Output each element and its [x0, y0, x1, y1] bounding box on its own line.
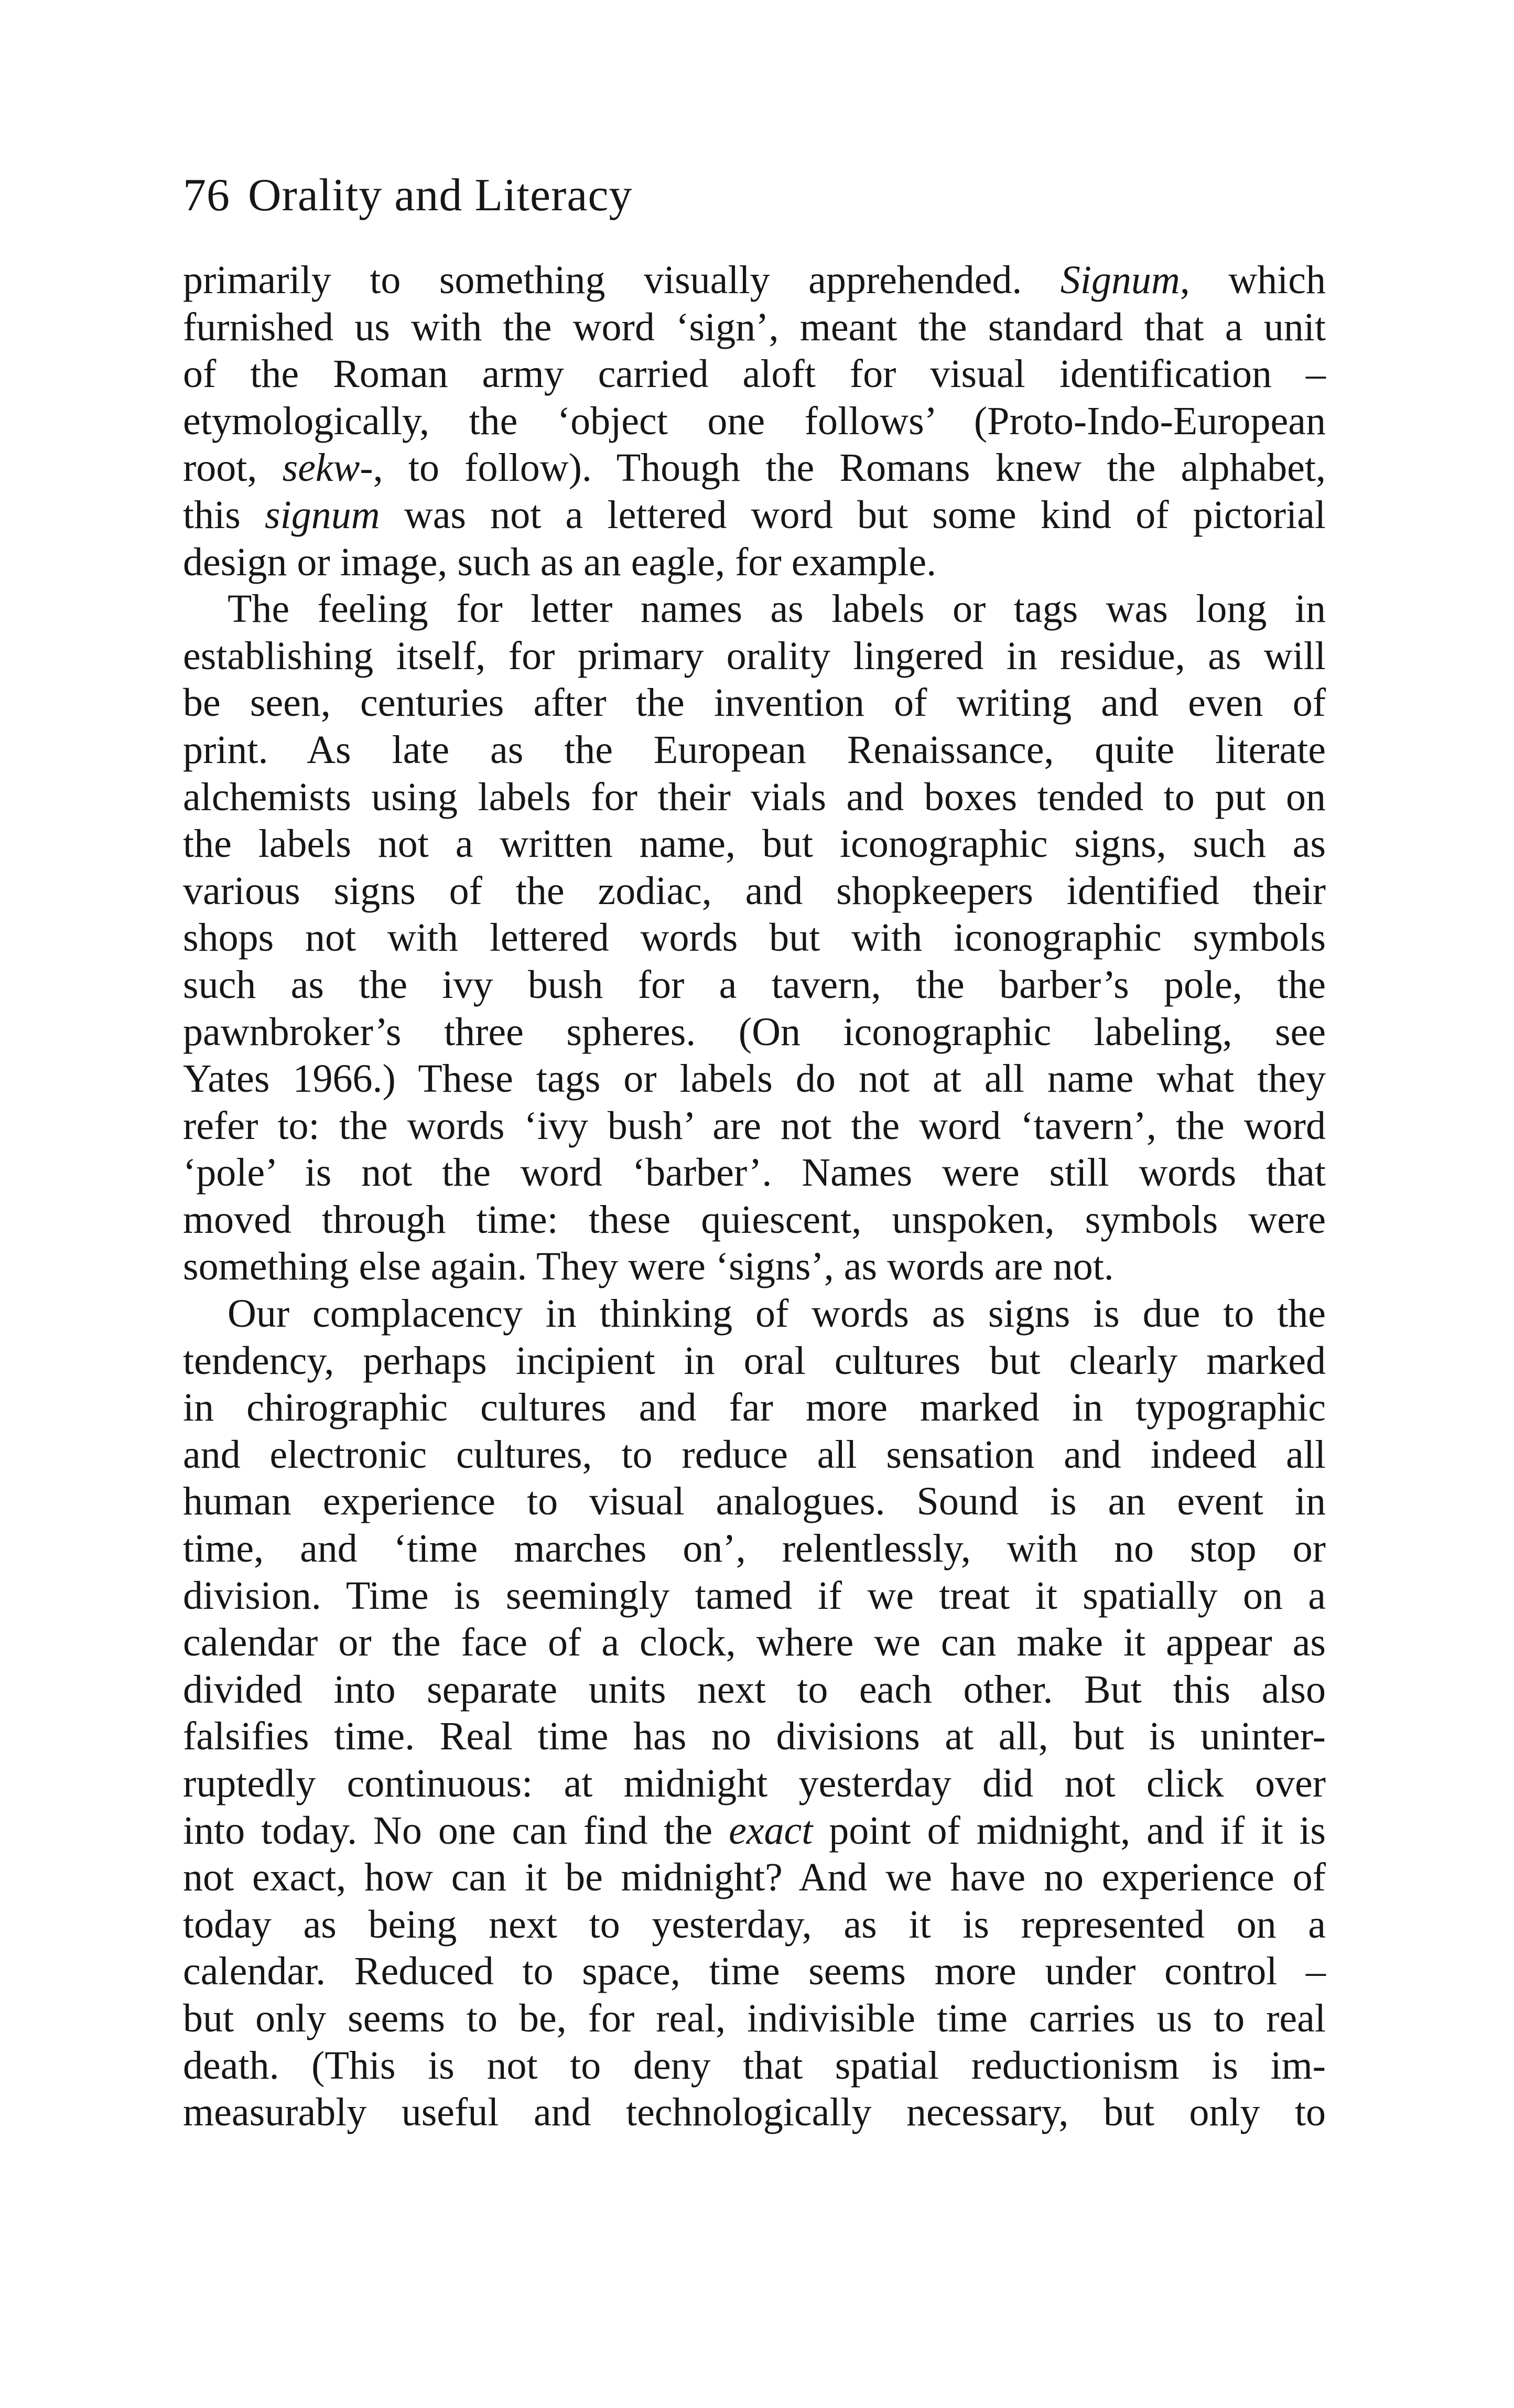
text-line	[183, 1667, 1326, 1714]
text-segment: this	[183, 492, 265, 537]
text-line	[183, 821, 1326, 868]
text-line	[183, 1854, 1326, 1901]
text-segment: establishing itself, for primary orality lingered in residue, as will	[183, 633, 1326, 678]
text-segment: etymologically, the ‘object one follows’ (Proto-Indo-European	[183, 399, 1326, 443]
text-line	[183, 257, 1326, 304]
text-line	[183, 1948, 1326, 1995]
text-segment: , to follow). Though the Romans knew the alphabet,	[373, 446, 1326, 490]
text-segment: was not a lettered word but some kind of pictorial	[380, 492, 1326, 537]
text-segment: design or image, such as an eagle, for example.	[183, 540, 937, 584]
text-segment: into today. No one can find the	[183, 1808, 729, 1853]
text-segment: time, and ‘time marches on’, relentlessly, with no stop or	[183, 1526, 1326, 1571]
page-number: 76	[183, 170, 230, 221]
text-segment: not exact, how can it be midnight? And we have no experience of	[183, 1855, 1326, 1900]
text-line	[183, 398, 1326, 445]
text-segment: point of midnight, and if it is	[813, 1808, 1326, 1853]
text-segment: death. (This is not to deny that spatial reductionism is im-	[183, 2043, 1326, 2088]
text-segment: Our complacency in thinking of words as signs is due to the	[228, 1292, 1326, 1336]
text-segment: print. As late as the European Renaissance, quite literate	[183, 727, 1326, 772]
text-line	[183, 2042, 1326, 2090]
text-segment: falsifies time. Real time has no divisions at all, but is uninter-	[183, 1714, 1326, 1759]
text-line	[183, 774, 1326, 821]
text-segment: alchemists using labels for their vials and boxes tended to put on	[183, 775, 1326, 819]
text-line	[183, 633, 1326, 680]
text-segment: be seen, centuries after the invention of writing and even of	[183, 681, 1326, 725]
text-segment: moved through time: these quiescent, unspoken, symbols were	[183, 1197, 1326, 1242]
text-segment: pawnbroker’s three spheres. (On iconographic labeling, see	[183, 1009, 1326, 1054]
text-line	[183, 1338, 1326, 1385]
text-segment: , which	[1180, 258, 1326, 302]
text-line	[183, 1760, 1326, 1808]
running-head	[183, 167, 632, 224]
text-line	[183, 727, 1326, 774]
text-segment: something else again. They were ‘signs’, as words are not.	[183, 1244, 1114, 1289]
text-line	[183, 1432, 1326, 1479]
text-line	[183, 680, 1326, 727]
text-segment: division. Time is seemingly tamed if we treat it spatially on a	[183, 1573, 1326, 1618]
text-segment: furnished us with the word ‘sign’, meant the standard that a unit	[183, 305, 1326, 349]
text-segment: in chirographic cultures and far more marked in typographic	[183, 1385, 1326, 1430]
text-line	[183, 445, 1326, 492]
italic-text: Signum	[1060, 258, 1180, 302]
text-segment: calendar. Reduced to space, time seems more under control –	[183, 1949, 1326, 1994]
body-text	[183, 257, 1326, 2136]
italic-text: exact	[729, 1808, 813, 1853]
text-segment: The feeling for letter names as labels or tags was long in	[228, 587, 1326, 631]
text-line	[183, 1103, 1326, 1150]
text-line	[183, 1478, 1326, 1525]
text-segment: tendency, perhaps incipient in oral cultures but clearly marked	[183, 1338, 1326, 1383]
text-segment: such as the ivy bush for a tavern, the barber’s pole, the	[183, 962, 1326, 1007]
text-line	[183, 1525, 1326, 1573]
text-line	[183, 868, 1326, 915]
text-line	[183, 915, 1326, 962]
text-line	[183, 539, 1326, 586]
text-segment: refer to: the words ‘ivy bush’ are not the word ‘tavern’, the word	[183, 1103, 1326, 1148]
text-segment: human experience to visual analogues. Sound is an event in	[183, 1479, 1326, 1524]
text-segment: and electronic cultures, to reduce all sensation and indeed all	[183, 1432, 1326, 1477]
text-line	[183, 1901, 1326, 1949]
text-line	[183, 1995, 1326, 2042]
text-line	[183, 1808, 1326, 1855]
text-segment: various signs of the zodiac, and shopkeepers identified their	[183, 868, 1326, 913]
text-segment: today as being next to yesterday, as it is represented on a	[183, 1902, 1326, 1947]
italic-text: signum	[265, 492, 380, 537]
text-segment: primarily to something visually apprehended.	[183, 258, 1061, 302]
text-line	[183, 1573, 1326, 1620]
text-segment: the labels not a written name, but iconographic signs, such as	[183, 822, 1326, 866]
text-line	[183, 492, 1326, 539]
text-segment: calendar or the face of a clock, where we can make it appear as	[183, 1620, 1326, 1665]
text-line	[183, 1243, 1326, 1291]
text-line	[183, 1291, 1326, 1338]
text-segment: shops not with lettered words but with iconographic symbols	[183, 916, 1326, 960]
text-line	[183, 586, 1326, 633]
text-line	[183, 351, 1326, 398]
text-segment: Yates 1966.) These tags or labels do not at all name what they	[183, 1057, 1326, 1101]
book-title: Orality and Literacy	[248, 170, 633, 221]
text-line	[183, 1056, 1326, 1103]
italic-text: sekw-	[282, 446, 373, 490]
text-line	[183, 1197, 1326, 1244]
text-line	[183, 1149, 1326, 1197]
text-segment: ruptedly continuous: at midnight yesterday did not click over	[183, 1761, 1326, 1805]
text-line	[183, 962, 1326, 1009]
text-segment: but only seems to be, for real, indivisible time carries us to real	[183, 1996, 1326, 2040]
text-line	[183, 1384, 1326, 1432]
text-line	[183, 1619, 1326, 1667]
text-line	[183, 2089, 1326, 2136]
text-line	[183, 1713, 1326, 1760]
text-segment: root,	[183, 446, 283, 490]
text-line	[183, 304, 1326, 351]
text-segment: ‘pole’ is not the word ‘barber’. Names were still words that	[183, 1151, 1326, 1195]
text-line	[183, 1009, 1326, 1056]
text-segment: of the Roman army carried aloft for visual identification –	[183, 352, 1326, 396]
text-segment: divided into separate units next to each other. But this also	[183, 1667, 1326, 1712]
text-segment: measurably useful and technologically necessary, but only to	[183, 2090, 1326, 2135]
